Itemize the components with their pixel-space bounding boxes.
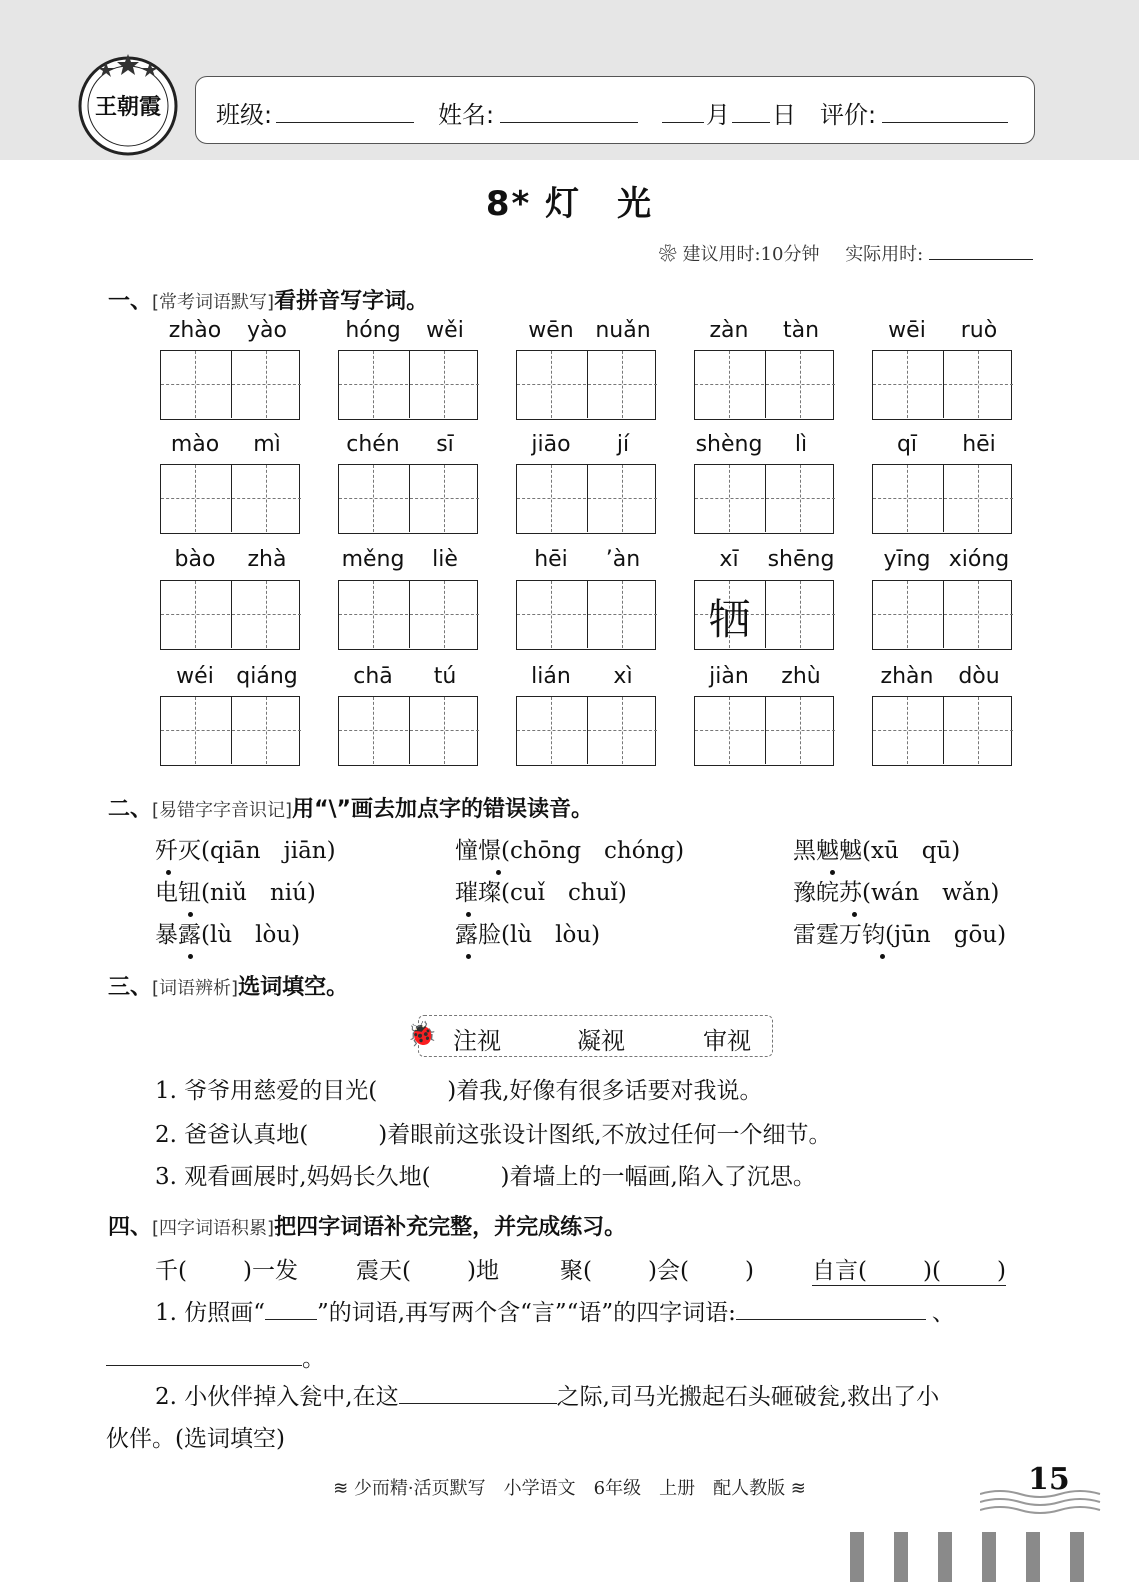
section-4-heading: 四、[四字词语积累]把四字词语补充完整，并完成练习。 [108,1215,627,1240]
writing-cell[interactable] [409,351,479,418]
writing-grid [516,350,656,420]
writing-cell[interactable] [587,697,657,764]
footer-text: ≋ 少而精·活页默写 小学语文 6年级 上册 配人教版 ≋ [333,1478,806,1499]
pinyin-label: xī [719,547,739,572]
writing-cell[interactable] [161,465,230,532]
pinyin-label: liè [432,547,458,572]
writing-grid [872,696,1012,766]
pinyin-label: mì [253,432,281,457]
writing-cell[interactable] [695,581,764,648]
emphasis-dot [466,954,471,959]
word-option: 凝视 [577,1027,625,1055]
s2-item[interactable]: 暴露(lù lòu) [155,922,301,948]
pinyin-label: ’àn [605,547,641,572]
writing-cell[interactable] [873,465,942,532]
day-label: 日 [772,101,796,129]
answer-blank[interactable] [265,1319,317,1320]
s2-item[interactable]: 豫皖苏(wán wǎn) [793,880,1000,906]
writing-cell[interactable] [231,465,301,532]
pinyin-label: xióng [948,547,1010,572]
emphasis-dot [466,912,471,917]
pinyin-label: hēi [962,432,996,457]
emphasis-dot [852,912,857,917]
writing-cell[interactable] [409,465,479,532]
writing-cell[interactable] [231,581,301,648]
answer-blank[interactable] [736,1319,926,1320]
pinyin-label: jiàn [709,664,749,689]
name-label: 姓名: [438,101,495,129]
time-info [659,240,1033,266]
pinyin-label: xì [613,664,633,689]
writing-cell[interactable] [409,697,479,764]
pinyin-label: lì [794,432,808,457]
writing-grid [516,580,656,650]
s3-question-3: 3. 观看画展时,妈妈长久地( )着墙上的一幅画,陷入了沉思。 [155,1164,816,1190]
writing-cell[interactable] [161,581,230,648]
s4-question-2-cont: 伙伴。(选词填空) [106,1426,285,1452]
writing-cell[interactable] [339,351,408,418]
writing-cell[interactable] [695,465,764,532]
writing-grid [160,696,300,766]
writing-cell[interactable] [765,581,835,648]
writing-cell[interactable] [765,351,835,418]
s2-item[interactable]: 憧憬(chōng chóng) [455,838,685,864]
s3-question-2: 2. 爸爸认真地( )着眼前这张设计图纸,不放过任何一个细节。 [155,1122,832,1148]
emphasis-dot [188,912,193,917]
filled-character: 牺 [708,595,751,644]
writing-cell[interactable] [765,697,835,764]
word-option: 审视 [703,1027,751,1055]
writing-cell[interactable] [517,351,586,418]
pinyin-label: sī [436,432,454,457]
writing-cell[interactable] [339,465,408,532]
eval-label: 评价: [820,101,877,129]
s2-item[interactable]: 露脸(lù lòu) [455,922,601,948]
class-field[interactable] [276,95,414,123]
pinyin-label: měng [341,547,405,572]
writing-grid [338,350,478,420]
idiom-4: 自言( )( ) [812,1252,1006,1286]
svg-text:王朝霞: 王朝霞 [94,94,162,120]
writing-cell[interactable] [587,351,657,418]
writing-grid [516,696,656,766]
idiom-2: 震天( )地 [356,1258,499,1284]
writing-cell[interactable] [943,581,1013,648]
emphasis-dot [166,870,171,875]
s4-question-1: 1. 仿照画“ ”的词语,再写两个含“言”“语”的四字词语: 、 [155,1300,955,1326]
suggested-time: 建议用时:10分钟 [682,244,820,265]
pinyin-label: lián [531,664,571,689]
pinyin-label: shēng [767,547,835,572]
writing-cell[interactable] [943,465,1013,532]
page-number: 15 [1028,1462,1070,1497]
pinyin-label: zhà [247,547,287,572]
writing-cell[interactable] [943,351,1013,418]
pinyin-label: wéi [176,664,214,689]
day-field[interactable] [732,95,770,123]
writing-cell[interactable] [409,581,479,648]
emphasis-dot [880,954,885,959]
section-2-heading: 二、[易错字字音识记]用“\”画去加点字的错误读音。 [108,797,594,822]
s2-item[interactable]: 璀璨(cuǐ chuǐ) [455,880,627,906]
word-option: 注视 [453,1027,501,1055]
pinyin-label: ruò [960,318,998,343]
pinyin-label: bào [174,547,216,572]
writing-grid [872,350,1012,420]
writing-cell[interactable] [943,697,1013,764]
pinyin-label: wěi [426,318,464,343]
writing-cell[interactable] [517,697,586,764]
actual-time-field[interactable] [929,259,1033,260]
idiom-1: 千( )一发 [155,1258,298,1284]
writing-grid [338,464,478,534]
pinyin-label: zhù [781,664,821,689]
writing-grid [516,464,656,534]
lesson-title: 8* 灯 光 [485,184,654,224]
pinyin-label: yīng [883,547,931,572]
s2-item[interactable]: 雷霆万钧(jūn gōu) [793,922,1007,948]
actual-time-label: 实际用时: [845,244,924,265]
writing-grid [338,580,478,650]
writing-cell[interactable] [161,697,230,764]
writing-cell[interactable] [517,465,586,532]
writing-grid [694,464,834,534]
pinyin-label: shèng [695,432,763,457]
writing-grid [160,464,300,534]
writing-cell[interactable] [695,697,764,764]
s2-item[interactable]: 黑魆魆(xū qū) [793,838,961,864]
name-field[interactable] [500,95,638,123]
emphasis-dot [496,870,501,875]
writing-cell[interactable] [873,581,942,648]
emphasis-dot [830,870,835,875]
student-info-box [195,76,1035,144]
pinyin-label: zhào [168,318,222,343]
section-3-heading: 三、[词语辨析]选词填空。 [108,975,349,1000]
writing-grid [338,696,478,766]
writing-grid [694,350,834,420]
eval-field[interactable] [882,95,1008,123]
writing-cell[interactable] [695,351,764,418]
month-label: 月 [706,101,730,129]
emphasis-dot [188,954,193,959]
idiom-3: 聚( )会( ) [560,1258,754,1284]
wave-decoration [980,1486,1110,1522]
writing-cell[interactable] [873,351,942,418]
writing-cell[interactable] [873,697,942,764]
writing-grid [872,580,1012,650]
flower-icon: ❀ [658,244,677,265]
pinyin-label: wēn [528,318,574,343]
month-field[interactable] [662,95,704,123]
writing-grid [160,580,300,650]
pinyin-label: tú [433,664,457,689]
writing-cell[interactable] [339,697,408,764]
mascot-icon: 🐞 [407,1020,437,1048]
writing-cell[interactable] [161,351,230,418]
pinyin-label: wēi [888,318,926,343]
word-bank [407,1015,773,1057]
writing-cell[interactable] [765,465,835,532]
answer-blank[interactable] [106,1365,302,1366]
pinyin-label: chā [353,664,393,689]
writing-grid [694,696,834,766]
writing-grid [872,464,1012,534]
pinyin-label: qiáng [236,664,298,689]
pinyin-label: mào [170,432,220,457]
pinyin-label: jí [616,432,630,457]
writing-grid [160,350,300,420]
pinyin-label: zhàn [880,664,934,689]
pinyin-label: tàn [782,318,820,343]
publisher-logo [76,52,180,156]
writing-grid [694,580,834,650]
pinyin-label: hóng [345,318,401,343]
pinyin-label: zàn [709,318,749,343]
pinyin-label: yào [247,318,287,343]
writing-cell[interactable] [339,581,408,648]
writing-cell[interactable] [587,581,657,648]
pinyin-label: jiāo [531,432,571,457]
pinyin-label: hēi [534,547,568,572]
s4-question-1-cont: 。 [106,1340,325,1373]
pinyin-label: dòu [958,664,1000,689]
s3-question-1: 1. 爷爷用慈爱的目光( )着我,好像有很多话要对我说。 [155,1078,763,1104]
pinyin-label: chén [346,432,400,457]
class-label: 班级: [216,101,273,129]
writing-cell[interactable] [517,581,586,648]
writing-cell[interactable] [231,697,301,764]
pinyin-label: qī [896,432,918,457]
answer-blank[interactable] [399,1403,557,1404]
pinyin-label: nuǎn [595,318,651,343]
section-1-heading: 一、[常考词语默写]看拼音写字词。 [108,289,429,314]
writing-cell[interactable] [231,351,301,418]
s2-item[interactable]: 歼灭(qiān jiān) [155,838,336,864]
s2-item[interactable]: 电钮(niǔ niú) [155,880,316,906]
s4-question-2: 2. 小伙伴掉入瓮中,在这 之际,司马光搬起石头砸破瓮,救出了小 [155,1384,940,1410]
writing-cell[interactable] [587,465,657,532]
